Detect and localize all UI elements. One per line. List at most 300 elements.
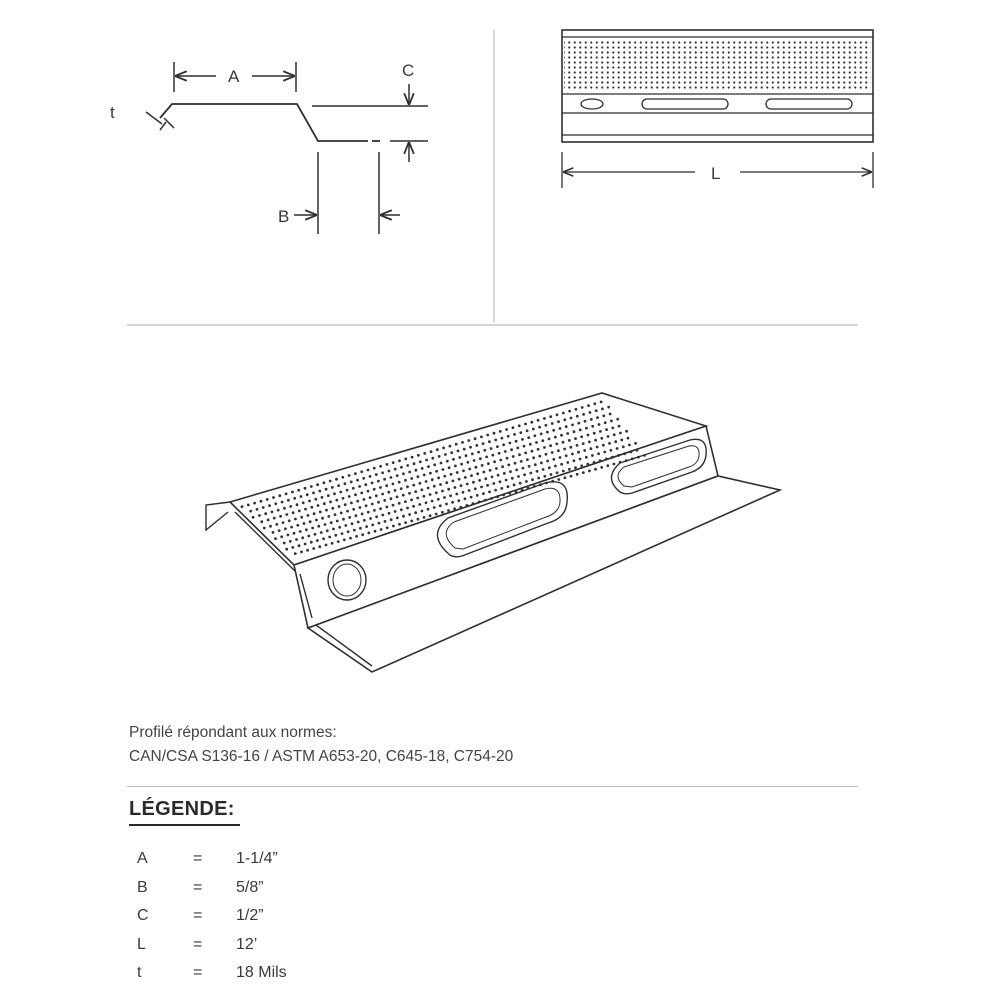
perforation-dot xyxy=(468,468,471,471)
perforation-dot xyxy=(459,506,462,509)
perforation-dot xyxy=(369,517,372,520)
perforation-dot xyxy=(429,514,432,517)
perforation-dot xyxy=(275,523,278,526)
perforation-dot xyxy=(309,520,312,523)
perforation-dot xyxy=(346,510,349,513)
perforation-dot xyxy=(489,469,492,472)
perforation-dot xyxy=(619,461,622,464)
perforation-dot xyxy=(507,435,510,438)
perforation-dot xyxy=(463,448,466,451)
perforation-dot xyxy=(594,468,597,471)
perforation-dot xyxy=(296,524,299,527)
perforation-dot xyxy=(380,528,383,531)
perforation-dot xyxy=(385,506,388,509)
perforation-dot xyxy=(519,482,522,485)
perforation-dot xyxy=(445,503,448,506)
perforation-dot xyxy=(369,496,372,499)
perforation-dot xyxy=(627,437,630,440)
perforation-dot xyxy=(443,496,446,499)
perforation-dot xyxy=(530,421,533,424)
perforation-dot xyxy=(526,458,529,461)
perforation-dot xyxy=(319,511,322,514)
perforation-dot xyxy=(298,544,301,547)
perforation-dot xyxy=(365,525,368,528)
perforation-dot xyxy=(299,530,302,533)
perforation-dot xyxy=(486,434,489,437)
perforation-dot xyxy=(622,445,625,448)
perforation-dot xyxy=(304,543,307,546)
perforation-dot xyxy=(490,447,493,450)
perforation-dot xyxy=(518,424,521,427)
perforation-dot xyxy=(300,516,303,519)
perforation-dot xyxy=(390,497,393,500)
perforation-dot xyxy=(437,477,440,480)
perforation-dot xyxy=(543,446,546,449)
perforation-dot xyxy=(340,512,343,515)
perforation-dot xyxy=(499,480,502,483)
perforation-dot xyxy=(559,427,562,430)
perforation-dot xyxy=(429,472,432,475)
perforation-dot xyxy=(492,482,495,485)
perforation-dot xyxy=(402,515,405,518)
perforation-dot xyxy=(394,489,397,492)
perforation-dot xyxy=(505,479,508,482)
perforation-dot xyxy=(496,445,499,448)
perforation-dot xyxy=(460,484,463,487)
perforation-dot xyxy=(348,495,351,498)
perforation-dot xyxy=(529,443,532,446)
perforation-dot xyxy=(357,521,360,524)
legend-value: 1/2” xyxy=(236,907,264,925)
perforation-dot xyxy=(331,486,334,489)
perforation-dot xyxy=(593,432,596,435)
perforation-dot xyxy=(455,443,458,446)
perforation-dot xyxy=(398,523,401,526)
perforation-dot xyxy=(347,530,350,533)
perforation-dot xyxy=(528,465,531,468)
perforation-dot xyxy=(310,506,313,509)
perforation-dot xyxy=(452,480,455,483)
perforation-dot xyxy=(541,439,544,442)
perforation-dot xyxy=(430,450,433,453)
perforation-dot xyxy=(431,500,434,503)
dim-label-C: C xyxy=(402,61,415,80)
perforation-dot xyxy=(625,459,628,462)
perforation-dot xyxy=(545,453,548,456)
perforation-dot xyxy=(458,456,461,459)
perforation-dot xyxy=(487,462,490,465)
perforation-dot xyxy=(552,458,555,461)
legend-equals: = xyxy=(193,935,203,953)
perforation-dot xyxy=(533,485,536,488)
perforation-dot xyxy=(504,450,507,453)
perforation-dot xyxy=(361,533,364,536)
perforation-dot xyxy=(588,470,591,473)
perforation-dot xyxy=(300,495,303,498)
legend-value: 5/8” xyxy=(236,878,264,896)
perforation-dot xyxy=(321,496,324,499)
perforation-dot xyxy=(545,482,548,485)
perforation-dot xyxy=(448,466,451,469)
perforation-dot xyxy=(505,428,508,431)
perforation-dot xyxy=(483,449,486,452)
perforation-dot xyxy=(355,514,358,517)
perforation-dot xyxy=(394,510,397,513)
perforation-dot xyxy=(451,501,454,504)
perforation-dot xyxy=(417,518,420,521)
perforation-dot xyxy=(241,505,244,508)
perforation-dot xyxy=(331,507,334,510)
perforation-dot xyxy=(568,439,571,442)
perforation-dot xyxy=(352,487,355,490)
perforation-dot xyxy=(524,423,527,426)
perforation-dot xyxy=(344,503,347,506)
perforation-dot xyxy=(281,501,284,504)
perforation-dot xyxy=(461,441,464,444)
perforation-dot xyxy=(602,414,605,417)
perforation-dot xyxy=(564,476,567,479)
perforation-dot xyxy=(562,441,565,444)
perforation-dot xyxy=(346,489,349,492)
perforation-dot xyxy=(388,512,391,515)
perforation-dot xyxy=(450,451,453,454)
perforation-dot xyxy=(375,494,378,497)
perforation-dot xyxy=(294,552,297,555)
perforation-dot xyxy=(435,513,438,516)
perforation-dot xyxy=(520,460,523,463)
perforation-dot xyxy=(392,525,395,528)
perforation-dot xyxy=(410,498,413,501)
perforation-dot xyxy=(587,404,590,407)
legend-value: 18 Mils xyxy=(236,964,287,982)
legend-symbol: t xyxy=(137,964,142,982)
perforation-dot xyxy=(556,413,559,416)
perforation-dot xyxy=(324,523,327,526)
perforation-dot xyxy=(377,480,380,483)
perforation-dot xyxy=(433,463,436,466)
perforation-dot xyxy=(362,477,365,480)
perforation-dot xyxy=(356,500,359,503)
perforation-dot xyxy=(548,438,551,441)
perforation-dot xyxy=(494,489,497,492)
perforation-dot xyxy=(387,491,390,494)
perforation-dot xyxy=(590,418,593,421)
perforation-dot xyxy=(478,501,481,504)
perforation-dot xyxy=(263,527,266,530)
perforation-dot xyxy=(288,519,291,522)
perforation-dot xyxy=(349,537,352,540)
perforation-dot xyxy=(252,516,255,519)
perforation-dot xyxy=(410,477,413,480)
perforation-dot xyxy=(314,498,317,501)
perforation-dot xyxy=(590,447,593,450)
perforation-dot xyxy=(534,463,537,466)
perforation-dot xyxy=(515,490,518,493)
perforation-dot xyxy=(313,512,316,515)
perforation-dot xyxy=(607,406,610,409)
perforation-dot xyxy=(296,503,299,506)
perforation-dot xyxy=(560,434,563,437)
perforation-dot xyxy=(595,409,598,412)
perforation-dot xyxy=(630,451,633,454)
perforation-dot xyxy=(371,524,374,527)
perforation-dot xyxy=(336,520,339,523)
perforation-dot xyxy=(361,513,364,516)
perforation-dot xyxy=(316,483,319,486)
perforation-dot xyxy=(450,473,453,476)
perforation-dot xyxy=(589,411,592,414)
perforation-dot xyxy=(447,488,450,491)
perforation-dot xyxy=(375,473,378,476)
perforation-dot xyxy=(497,474,500,477)
perforation-dot xyxy=(607,435,610,438)
perforation-dot xyxy=(258,514,261,517)
perforation-dot xyxy=(576,415,579,418)
legend-symbol: C xyxy=(137,907,149,925)
perforation-dot xyxy=(447,509,450,512)
perforation-dot xyxy=(481,464,484,467)
legend-symbol: B xyxy=(137,878,148,896)
perforation-dot xyxy=(562,470,565,473)
perforation-dot xyxy=(600,437,603,440)
perforation-dot xyxy=(502,494,505,497)
perforation-dot xyxy=(302,501,305,504)
perforation-dot xyxy=(295,538,298,541)
perforation-dot xyxy=(482,442,485,445)
perforation-dot xyxy=(506,457,509,460)
perforation-dot xyxy=(449,494,452,497)
perforation-dot xyxy=(512,426,515,429)
legend-equals: = xyxy=(193,850,203,867)
perforation-dot xyxy=(548,466,551,469)
perforation-dot xyxy=(474,487,477,490)
perforation-dot xyxy=(329,501,332,504)
perforation-dot xyxy=(365,504,368,507)
perforation-dot xyxy=(294,518,297,521)
perforation-dot xyxy=(598,423,601,426)
perforation-dot xyxy=(429,493,432,496)
perforation-dot xyxy=(512,455,515,458)
perforation-dot xyxy=(580,464,583,467)
perforation-dot xyxy=(373,467,376,470)
perforation-dot xyxy=(312,547,315,550)
perforation-dot xyxy=(291,546,294,549)
perforation-dot xyxy=(614,440,617,443)
perforation-dot xyxy=(551,480,554,483)
perforation-dot xyxy=(479,457,482,460)
perforation-dot xyxy=(582,442,585,445)
perforation-dot xyxy=(350,502,353,505)
perforation-dot xyxy=(616,418,619,421)
perforation-dot xyxy=(383,478,386,481)
perforation-dot xyxy=(417,454,420,457)
perforation-dot xyxy=(475,466,478,469)
perforation-dot xyxy=(318,490,321,493)
perforation-dot xyxy=(423,516,426,519)
perforation-dot xyxy=(540,461,543,464)
perforation-dot xyxy=(381,471,384,474)
perforation-dot xyxy=(414,511,417,514)
legend-equals: = xyxy=(193,907,203,925)
perforation-dot xyxy=(551,422,554,425)
perforation-dot xyxy=(637,456,640,459)
perforation-dot xyxy=(472,481,475,484)
perforation-dot xyxy=(559,456,562,459)
perforation-dot xyxy=(359,506,362,509)
perforation-dot xyxy=(274,537,277,540)
perforation-dot xyxy=(457,499,460,502)
perforation-dot xyxy=(433,485,436,488)
perforation-dot xyxy=(298,510,301,513)
perforation-dot xyxy=(342,518,345,521)
dim-label-L: L xyxy=(711,164,721,183)
perforation-dot xyxy=(453,507,456,510)
legend-value: 12’ xyxy=(236,935,258,953)
perforation-dot xyxy=(278,529,281,532)
perforation-dot xyxy=(579,458,582,461)
perforation-dot xyxy=(308,500,311,503)
perforation-dot xyxy=(438,455,441,458)
perforation-dot xyxy=(464,497,467,500)
perforation-dot xyxy=(398,502,401,505)
perforation-dot xyxy=(472,502,475,505)
perforation-dot xyxy=(604,421,607,424)
perforation-dot xyxy=(582,471,585,474)
perforation-dot xyxy=(421,488,424,491)
norms-line-2: CAN/CSA S136-16 / ASTM A653-20, C645-18, C754-20 xyxy=(129,748,514,765)
perforation-dot xyxy=(386,526,389,529)
perforation-dot xyxy=(600,401,603,404)
perforation-dot xyxy=(565,454,568,457)
perforation-dot xyxy=(468,489,471,492)
perforation-dot xyxy=(485,456,488,459)
perforation-dot xyxy=(556,471,559,474)
perforation-dot xyxy=(534,434,537,437)
perforation-dot xyxy=(335,478,338,481)
perforation-dot xyxy=(392,461,395,464)
perforation-dot xyxy=(312,492,315,495)
perforation-dot xyxy=(613,463,616,466)
perforation-dot xyxy=(580,435,583,438)
perforation-dot xyxy=(628,444,631,447)
perforation-dot xyxy=(576,444,579,447)
perforation-dot xyxy=(554,436,557,439)
dim-label-t: t xyxy=(110,103,115,122)
perforation-dot xyxy=(311,527,314,530)
perforation-dot xyxy=(273,517,276,520)
perforation-dot xyxy=(305,528,308,531)
perforation-dot xyxy=(419,482,422,485)
perforation-dot xyxy=(408,513,411,516)
perforation-dot xyxy=(404,479,407,482)
perforation-dot xyxy=(555,443,558,446)
perforation-dot xyxy=(562,412,565,415)
perforation-dot xyxy=(417,475,420,478)
perforation-dot xyxy=(327,515,330,518)
perforation-dot xyxy=(499,430,502,433)
perforation-dot xyxy=(577,451,580,454)
legend-equals: = xyxy=(193,964,203,982)
legend-symbol: L xyxy=(137,935,146,953)
perforation-dot xyxy=(585,456,588,459)
perforation-dot xyxy=(488,440,491,443)
perforation-dot xyxy=(423,452,426,455)
perforation-dot xyxy=(327,494,330,497)
perforation-dot xyxy=(440,462,443,465)
perforation-dot xyxy=(367,511,370,514)
perforation-dot xyxy=(563,418,566,421)
perforation-dot xyxy=(335,499,338,502)
perforation-dot xyxy=(398,459,401,462)
perforation-dot xyxy=(577,422,580,425)
perforation-dot xyxy=(493,460,496,463)
perforation-dot xyxy=(412,484,415,487)
perforation-dot xyxy=(396,474,399,477)
perforation-dot xyxy=(343,538,346,541)
perforation-dot xyxy=(521,489,524,492)
perforation-dot xyxy=(289,540,292,543)
perforation-dot xyxy=(585,427,588,430)
perforation-dot xyxy=(435,491,438,494)
perforation-dot xyxy=(272,531,275,534)
perforation-dot xyxy=(333,492,336,495)
perforation-dot xyxy=(285,493,288,496)
perforation-dot xyxy=(304,508,307,511)
perforation-dot xyxy=(353,529,356,532)
perforation-dot xyxy=(456,471,459,474)
perforation-dot xyxy=(378,522,381,525)
perforation-dot xyxy=(597,452,600,455)
perforation-dot xyxy=(348,474,351,477)
perforation-dot xyxy=(539,483,542,486)
perforation-dot xyxy=(490,497,493,500)
perforation-dot xyxy=(271,511,274,514)
perforation-dot xyxy=(354,472,357,475)
perforation-dot xyxy=(290,526,293,529)
perforation-dot xyxy=(269,525,272,528)
perforation-dot xyxy=(356,479,359,482)
perforation-dot xyxy=(332,528,335,531)
perforation-dot xyxy=(352,508,355,511)
perforation-dot xyxy=(609,413,612,416)
front-hole-round xyxy=(581,99,603,109)
perforation-dot xyxy=(473,459,476,462)
perforation-dot xyxy=(406,485,409,488)
perforation-dot xyxy=(631,457,634,460)
perforation-dot xyxy=(433,506,436,509)
horizontal-divider-bottom xyxy=(127,786,858,787)
perforation-dot xyxy=(350,481,353,484)
perforation-dot xyxy=(611,456,614,459)
perforation-dot xyxy=(596,416,599,419)
perforation-dot xyxy=(414,490,417,493)
perforation-dot xyxy=(546,431,549,434)
perforation-dot xyxy=(279,515,282,518)
perforation-dot xyxy=(616,447,619,450)
perforation-dot xyxy=(413,462,416,465)
perforation-dot xyxy=(460,463,463,466)
perforation-dot xyxy=(427,508,430,511)
perforation-dot xyxy=(325,509,328,512)
perforation-dot xyxy=(306,549,309,552)
perforation-dot xyxy=(462,469,465,472)
perforation-dot xyxy=(537,477,540,480)
perforation-dot xyxy=(477,451,480,454)
perforation-dot xyxy=(499,459,502,462)
perforation-dot xyxy=(301,536,304,539)
perforation-dot xyxy=(306,493,309,496)
perforation-dot xyxy=(408,471,411,474)
